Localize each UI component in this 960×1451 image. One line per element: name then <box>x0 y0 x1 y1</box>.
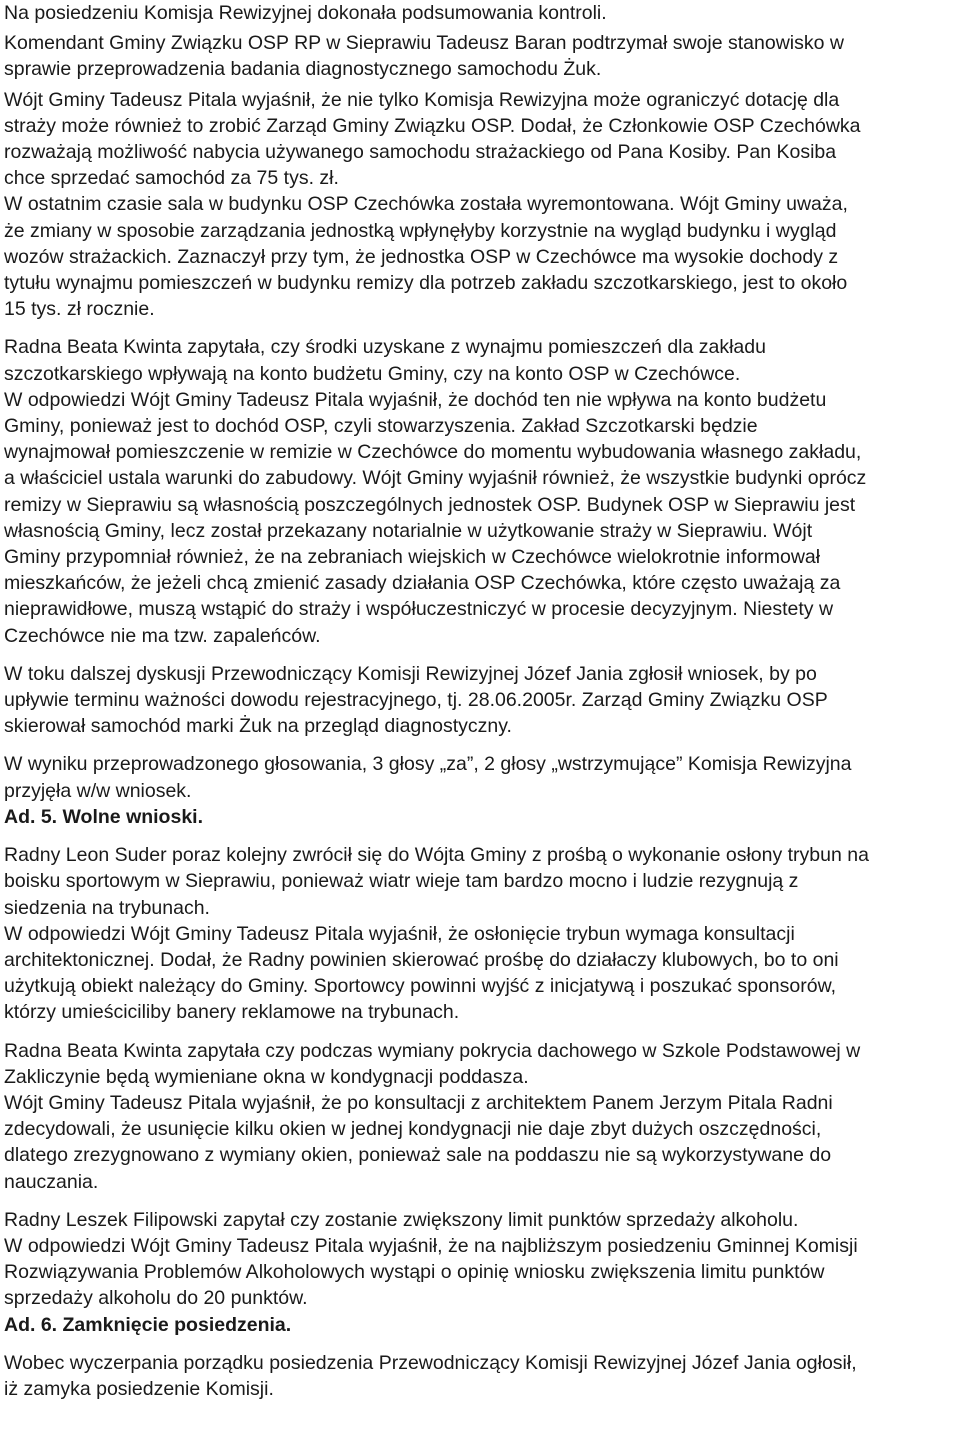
paragraph-mayor-explanation <box>4 87 956 323</box>
text-line: tytułu wynajmu pomieszczeń w budynku remizy dla potrzeb zakładu szczotkarskiego, jest to około <box>4 272 848 295</box>
text-line: Radny Leszek Filipowski zapytał czy zostanie zwiększony limit punktów sprzedaży alkoholu. <box>4 1208 799 1231</box>
text-line: własnością Gminy, lecz został przekazany notarialnie w użytkowanie straży w Sieprawiu. Wójt <box>4 519 813 542</box>
text-line: Gminy przypomniał również, że na zebraniach wiejskich w Czechówce wielokrotnie informował <box>4 546 821 569</box>
paragraph-closing <box>4 1350 956 1402</box>
paragraph-suder-request <box>4 842 956 1025</box>
text-line: Zakliczynie będą wymieniane okna w kondygnacji poddasza. <box>4 1065 529 1088</box>
text-line: Wobec wyczerpania porządku posiedzenia Przewodniczący Komisji Rewizyjnej Józef Jania ogłosił, <box>4 1351 857 1374</box>
text-line: wynajmował pomieszczenie w remizie w Czechówce do momentu wybudowania własnego zakładu, <box>4 441 862 464</box>
paragraph-motion <box>4 661 956 740</box>
text-line: użytkują obiekt należący do Gminy. Sportowcy powinni wyjść z inicjatywą i poszukać sponsorów, <box>4 975 837 998</box>
text-line: upływie terminu ważności dowodu rejestracyjnego, tj. 28.06.2005r. Zarząd Gminy Związku OSP <box>4 689 828 712</box>
text-line: rozważają możliwość nabycia używanego samochodu strażackiego od Pana Kosiby. Pan Kosiba <box>4 141 837 164</box>
text-line: boisku sportowym w Sieprawiu, ponieważ wiatr wieje tam bardzo mocno i ludzie rezygnują z <box>4 870 799 893</box>
text-line: Wójt Gminy Tadeusz Pitala wyjaśnił, że po konsultacji z architektem Panem Jerzym Pitala Radni <box>4 1091 833 1114</box>
text-line: Czechówce nie ma tzw. zapaleńców. <box>4 624 321 647</box>
text-line: którzy umieściciliby banery reklamowe na trybunach. <box>4 1001 460 1024</box>
text-line: W odpowiedzi Wójt Gminy Tadeusz Pitala wyjaśnił, że na najbliższym posiedzeniu Gminnej Komisji <box>4 1234 858 1257</box>
text-line: szczotkarskiego wpływają na konto budżetu Gminy, czy na konto OSP w Czechówce. <box>4 362 741 385</box>
text-line: Radna Beata Kwinta zapytała, czy środki uzyskane z wynajmu pomieszczeń dla zakładu <box>4 336 766 359</box>
text-line: 15 tys. zł rocznie. <box>4 298 155 321</box>
paragraph-summary <box>4 0 956 26</box>
text-line: siedzenia na trybunach. <box>4 896 210 919</box>
text-line: Wójt Gminy Tadeusz Pitala wyjaśnił, że nie tylko Komisja Rewizyjna może ograniczyć dotację dla <box>4 88 840 111</box>
text-line: W wyniku przeprowadzonego głosowania, 3 głosy „za”, 2 głosy „wstrzymujące” Komisja Rewizyjna <box>4 753 852 776</box>
text-line: Radny Leon Suder poraz kolejny zwrócił się do Wójta Gminy z prośbą o wykonanie osłony trybun na <box>4 844 869 867</box>
text-line: straży może również to zrobić Zarząd Gminy Związku OSP. Dodał, że Członkowie OSP Czechówka <box>4 114 861 137</box>
text-line: iż zamyka posiedzenie Komisji. <box>4 1377 274 1400</box>
text-line: mieszkańców, że jeżeli chcą zmienić zasady działania OSP Czechówka, które często uważają za <box>4 572 841 595</box>
text-line: nauczania. <box>4 1170 99 1193</box>
paragraph-vote <box>4 751 956 803</box>
text-line: a właściciel ustala warunki do zabudowy. Wójt Gminy wyjaśnił również, że wszystkie budynki oprócz <box>4 467 867 490</box>
paragraph-school-roof <box>4 1038 956 1195</box>
text-line: dlatego zrezygnowano z wymiany okien, ponieważ sale na poddaszu nie są wykorzystywane do <box>4 1144 832 1167</box>
text-line: Komendant Gminy Związku OSP RP w Sieprawiu Tadeusz Baran podtrzymał swoje stanowisko w <box>4 32 844 55</box>
document-page <box>4 0 956 1402</box>
text-line: zdecydowali, że usunięcie kilku okien w jednej kondygnacji nie daje zbyt dużych oszczędności, <box>4 1118 822 1141</box>
text-line: skierował samochód marki Żuk na przegląd diagnostyczny. <box>4 715 512 738</box>
text-line: W toku dalszej dyskusji Przewodniczący Komisji Rewizyjnej Józef Jania zgłosił wniosek, by po <box>4 662 817 685</box>
section-heading-free-motions: Ad. 5. Wolne wnioski. <box>4 805 203 828</box>
text-line: W odpowiedzi Wójt Gminy Tadeusz Pitala wyjaśnił, że osłonięcie trybun wymaga konsultacji <box>4 922 795 945</box>
text-line: W ostatnim czasie sala w budynku OSP Czechówka została wyremontowana. Wójt Gminy uważa, <box>4 193 848 216</box>
text-line: sprzedaży alkoholu do 20 punktów. <box>4 1287 308 1310</box>
text-line: wozów strażackich. Zaznaczył przy tym, że jednostka OSP w Czechówce ma wysokie dochody z <box>4 245 839 268</box>
text-line: nieprawidłowe, muszą wstąpić do straży i współuczestniczyć w procesie decyzyjnym. Niestety w <box>4 598 834 621</box>
text-line: że zmiany w sposobie zarządzania jednostką wpłynęłyby korzystnie na wygląd budynku i wygląd <box>4 219 837 242</box>
text-line: sprawie przeprowadzenia badania diagnostycznego samochodu Żuk. <box>4 58 602 81</box>
text-line: remizy w Sieprawiu są własnością poszczególnych jednostek OSP. Budynek OSP w Sieprawiu jest <box>4 493 856 516</box>
text-line: przyjęła w/w wniosek. <box>4 779 192 802</box>
text-line: Rozwiązywania Problemów Alkoholowych wystąpi o opinię wniosku zwiększenia limitu punktów <box>4 1261 825 1284</box>
text-line: Na posiedzeniu Komisja Rewizyjnej dokonała podsumowania kontroli. <box>4 2 607 24</box>
text-line: Gminy, ponieważ jest to dochód OSP, czyli stowarzyszenia. Zakład Szczotkarski będzie <box>4 415 758 438</box>
paragraph-commander <box>4 30 956 82</box>
paragraph-alcohol-limit <box>4 1207 956 1312</box>
text-line: W odpowiedzi Wójt Gminy Tadeusz Pitala wyjaśnił, że dochód ten nie wpływa na konto budżetu <box>4 388 827 411</box>
text-line: chce sprzedać samochód za 75 tys. zł. <box>4 167 339 190</box>
section-heading-closing: Ad. 6. Zamknięcie posiedzenia. <box>4 1313 292 1336</box>
text-line: architektonicznej. Dodał, że Radny powinien skierować prośbę do działaczy klubowych, bo to oni <box>4 948 839 971</box>
text-line: Radna Beata Kwinta zapytała czy podczas wymiany pokrycia dachowego w Szkole Podstawowej w <box>4 1039 861 1062</box>
paragraph-kwinta-question <box>4 334 956 648</box>
